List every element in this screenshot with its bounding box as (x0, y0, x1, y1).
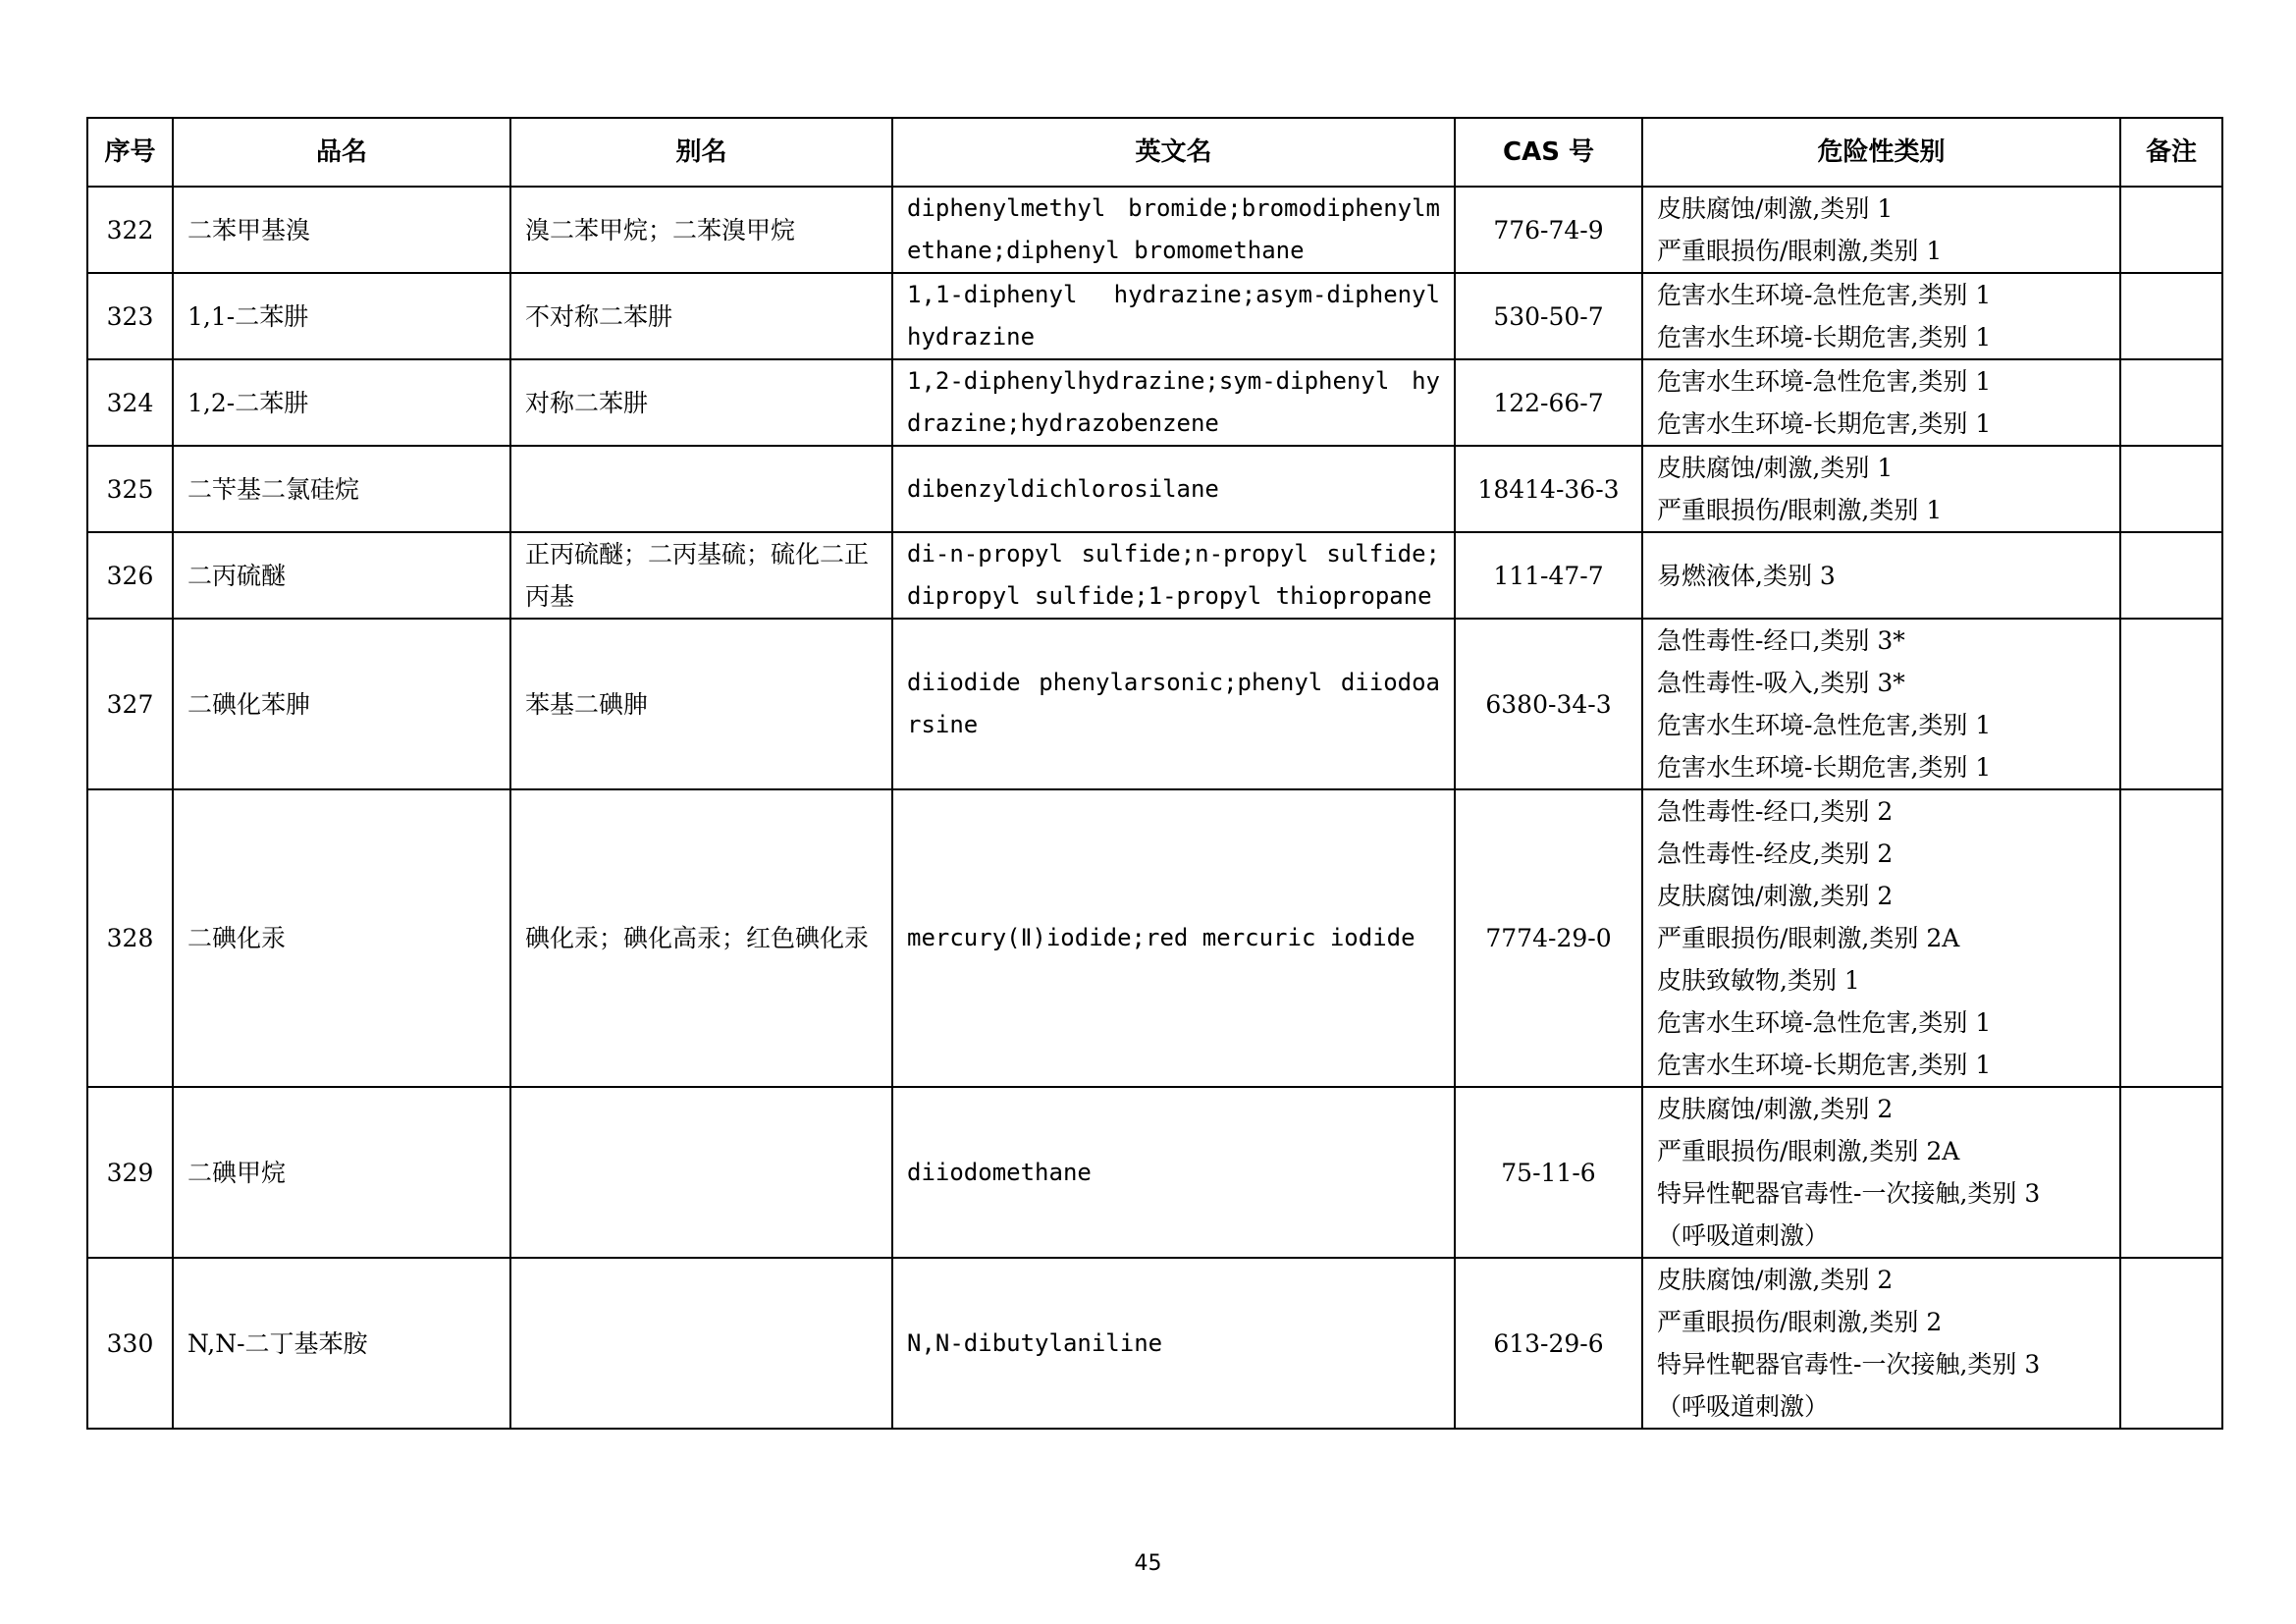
cell-product-name: 1,1-二苯肼 (173, 273, 510, 359)
table-row (87, 532, 2222, 619)
cell-note (2120, 446, 2222, 532)
hazard-line: 危害水生环境-急性危害,类别 1 (1657, 1008, 1992, 1037)
cell-note (2120, 532, 2222, 619)
hazard-line: 特异性靶器官毒性-一次接触,类别 3 (1657, 1350, 2041, 1379)
cell-serial-number: 329 (87, 1087, 173, 1258)
cell-product-name: 二碘甲烷 (173, 1087, 510, 1258)
hazard-line: 危害水生环境-长期危害,类别 1 (1657, 753, 1992, 782)
cell-hazard-class (1642, 1258, 2120, 1429)
hazard-line: 急性毒性-经口,类别 2 (1657, 797, 1894, 826)
hazard-line: 皮肤腐蚀/刺激,类别 1 (1657, 194, 1894, 223)
hazard-line: 严重眼损伤/眼刺激,类别 2A (1657, 924, 1960, 952)
cell-product-name: 二碘化苯胂 (173, 619, 510, 789)
cell-english-name: diphenylmethyl bromide;bromodiphenylmethane;diphenyl bromomethane (892, 187, 1455, 273)
header-alias: 别名 (510, 118, 892, 187)
cell-cas-number: 18414-36-3 (1455, 446, 1642, 532)
cell-hazard-class (1642, 187, 2120, 273)
cell-english-name: 1,1-diphenyl hydrazine;asym-diphenyl hydrazine (892, 273, 1455, 359)
cell-alias: 碘化汞；碘化高汞；红色碘化汞 (510, 789, 892, 1087)
cell-alias: 不对称二苯肼 (510, 273, 892, 359)
table-row (87, 273, 2222, 359)
cell-note (2120, 187, 2222, 273)
header-no: 序号 (87, 118, 173, 187)
hazard-line: 危害水生环境-急性危害,类别 1 (1657, 367, 1992, 396)
hazard-line: 急性毒性-吸入,类别 3* (1657, 669, 1905, 697)
cell-product-name: 二苯甲基溴 (173, 187, 510, 273)
cell-alias (510, 446, 892, 532)
cell-note (2120, 359, 2222, 446)
cell-product-name: 二苄基二氯硅烷 (173, 446, 510, 532)
cell-english-name: di-n-propyl sulfide;n-propyl sulfide;dipropyl sulfide;1-propyl thiopropane (892, 532, 1455, 619)
cell-english-name: 1,2-diphenylhydrazine;sym-diphenyl hydrazine;hydrazobenzene (892, 359, 1455, 446)
cell-english-name: N,N-dibutylaniline (892, 1258, 1455, 1429)
header-english-name: 英文名 (892, 118, 1455, 187)
cell-product-name: 二丙硫醚 (173, 532, 510, 619)
cell-serial-number: 327 (87, 619, 173, 789)
cell-cas-number: 75-11-6 (1455, 1087, 1642, 1258)
table-row (87, 1258, 2222, 1429)
table-row (87, 1087, 2222, 1258)
cell-cas-number: 111-47-7 (1455, 532, 1642, 619)
chemical-table (86, 117, 2223, 1430)
header-cas: CAS 号 (1455, 118, 1642, 187)
hazard-line: 危害水生环境-长期危害,类别 1 (1657, 1051, 1992, 1079)
cell-alias: 对称二苯肼 (510, 359, 892, 446)
cell-hazard-class (1642, 446, 2120, 532)
cell-cas-number: 776-74-9 (1455, 187, 1642, 273)
hazard-line: 皮肤腐蚀/刺激,类别 2 (1657, 1095, 1894, 1123)
cell-note (2120, 273, 2222, 359)
hazard-line: 危害水生环境-急性危害,类别 1 (1657, 711, 1992, 739)
cell-cas-number: 7774-29-0 (1455, 789, 1642, 1087)
cell-cas-number: 122-66-7 (1455, 359, 1642, 446)
hazard-line: 严重眼损伤/眼刺激,类别 1 (1657, 496, 1943, 524)
cell-alias: 苯基二碘胂 (510, 619, 892, 789)
page-number: 45 (1134, 1551, 1162, 1576)
cell-english-name: mercury(Ⅱ)iodide;red mercuric iodide (892, 789, 1455, 1087)
cell-alias (510, 1087, 892, 1258)
cell-hazard-class (1642, 359, 2120, 446)
table-row (87, 446, 2222, 532)
cell-english-name: diiodide phenylarsonic;phenyl diiodoarsine (892, 619, 1455, 789)
cell-serial-number: 325 (87, 446, 173, 532)
cell-serial-number: 330 (87, 1258, 173, 1429)
cell-serial-number: 322 (87, 187, 173, 273)
table-row (87, 359, 2222, 446)
cell-english-name: dibenzyldichlorosilane (892, 446, 1455, 532)
table-header (87, 118, 2222, 187)
cell-hazard-class (1642, 1087, 2120, 1258)
hazard-line: 皮肤致敏物,类别 1 (1657, 966, 1860, 995)
cell-hazard-class (1642, 619, 2120, 789)
cell-cas-number: 530-50-7 (1455, 273, 1642, 359)
table-row (87, 187, 2222, 273)
cell-product-name: 二碘化汞 (173, 789, 510, 1087)
cell-alias (510, 1258, 892, 1429)
header-note: 备注 (2120, 118, 2222, 187)
cell-product-name: N,N-二丁基苯胺 (173, 1258, 510, 1429)
cell-alias: 正丙硫醚；二丙基硫；硫化二正丙基 (510, 532, 892, 619)
hazard-line: 皮肤腐蚀/刺激,类别 2 (1657, 882, 1894, 910)
hazard-line: 易燃液体,类别 3 (1657, 561, 1836, 590)
cell-note (2120, 619, 2222, 789)
cell-note (2120, 1087, 2222, 1258)
header-name: 品名 (173, 118, 510, 187)
cell-serial-number: 324 (87, 359, 173, 446)
cell-cas-number: 6380-34-3 (1455, 619, 1642, 789)
header-hazard-class: 危险性类别 (1642, 118, 2120, 187)
cell-note (2120, 1258, 2222, 1429)
hazard-line: 特异性靶器官毒性-一次接触,类别 3 (1657, 1179, 2041, 1208)
cell-hazard-class (1642, 789, 2120, 1087)
hazard-line: 严重眼损伤/眼刺激,类别 1 (1657, 237, 1943, 265)
hazard-line: （呼吸道刺激） (1657, 1392, 1830, 1421)
cell-cas-number: 613-29-6 (1455, 1258, 1642, 1429)
hazard-line: 皮肤腐蚀/刺激,类别 2 (1657, 1266, 1894, 1294)
header-row (87, 118, 2222, 187)
hazard-line: 急性毒性-经口,类别 3* (1657, 626, 1905, 655)
table-row (87, 789, 2222, 1087)
cell-serial-number: 328 (87, 789, 173, 1087)
cell-serial-number: 326 (87, 532, 173, 619)
cell-english-name: diiodomethane (892, 1087, 1455, 1258)
table-row (87, 619, 2222, 789)
hazard-line: 严重眼损伤/眼刺激,类别 2A (1657, 1137, 1960, 1165)
hazard-line: 危害水生环境-急性危害,类别 1 (1657, 281, 1992, 309)
table-body (87, 187, 2222, 1429)
cell-alias: 溴二苯甲烷；二苯溴甲烷 (510, 187, 892, 273)
cell-hazard-class (1642, 273, 2120, 359)
cell-product-name: 1,2-二苯肼 (173, 359, 510, 446)
hazard-line: （呼吸道刺激） (1657, 1221, 1830, 1250)
cell-hazard-class (1642, 532, 2120, 619)
hazard-line: 皮肤腐蚀/刺激,类别 1 (1657, 454, 1894, 482)
hazard-line: 危害水生环境-长期危害,类别 1 (1657, 323, 1992, 352)
hazard-line: 严重眼损伤/眼刺激,类别 2 (1657, 1308, 1943, 1336)
hazard-line: 急性毒性-经皮,类别 2 (1657, 839, 1894, 868)
hazard-line: 危害水生环境-长期危害,类别 1 (1657, 409, 1992, 438)
cell-serial-number: 323 (87, 273, 173, 359)
cell-note (2120, 789, 2222, 1087)
